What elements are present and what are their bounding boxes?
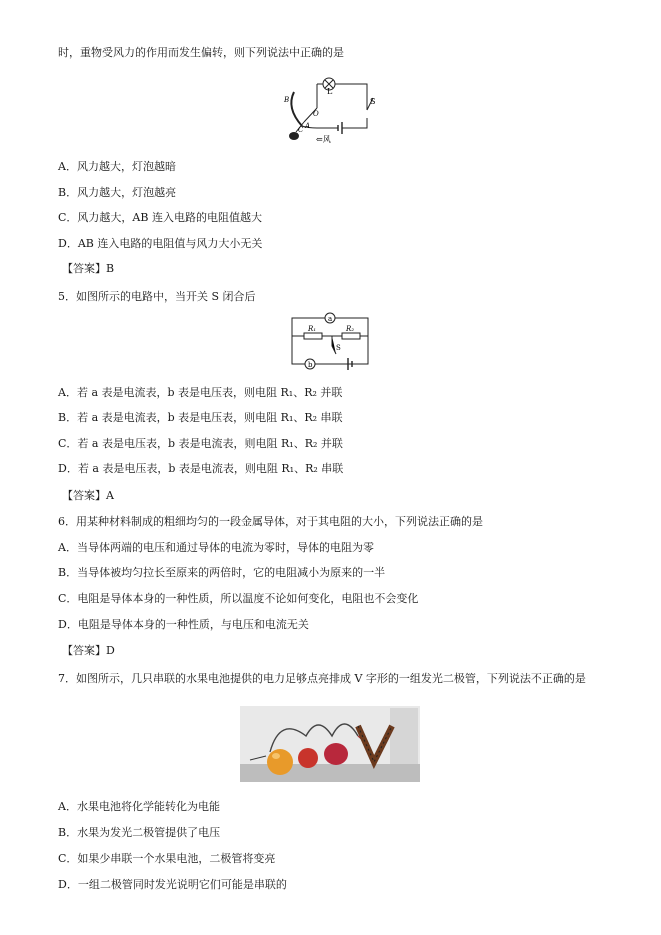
q4-option-d: D．AB 连入电路的电阻值与风力大小无关: [58, 237, 263, 250]
fig-label-B: B: [284, 96, 290, 104]
q5-stem: 5．如图所示的电路中，当开关 S 闭合后: [58, 290, 256, 303]
q4-option-a: A．风力越大，灯泡越暗: [58, 160, 176, 173]
fig-label-b: b: [308, 361, 313, 369]
fig-label-a: a: [328, 315, 333, 323]
q5-option-d: D．若 a 表是电压表，b 表是电流表，则电阻 R₁、R₂ 串联: [58, 462, 344, 475]
q4-option-b: B．风力越大，灯泡越亮: [58, 186, 177, 199]
q4-option-c: C．风力越大，AB 连入电路的电阻值越大: [58, 211, 262, 224]
q4-circuit-figure: [282, 70, 392, 148]
q6-stem: 6．用某种材料制成的粗细均匀的一段金属导体，对于其电阻的大小，下列说法正确的是: [58, 515, 483, 528]
fig-label-r1: R₁: [308, 325, 317, 333]
q5-option-b: B．若 a 表是电流表，b 表是电压表，则电阻 R₁、R₂ 串联: [58, 411, 343, 424]
q5-option-c: C．若 a 表是电压表，b 表是电流表，则电阻 R₁、R₂ 并联: [58, 437, 343, 450]
fig-label-A: A: [305, 122, 311, 130]
q6-option-b: B．当导体被均匀拉长至原来的两倍时，它的电阻减小为原来的一半: [58, 566, 386, 579]
q6-option-a: A．当导体两端的电压和通过导体的电流为零时，导体的电阻为零: [58, 541, 374, 554]
fig-label-L: L: [327, 87, 333, 96]
q7-fruit-battery-photo: [240, 706, 420, 782]
fig-label-O: O: [313, 110, 319, 118]
fig-label-wind: ⇐风: [316, 135, 331, 144]
q5-circuit-figure: [288, 306, 378, 376]
q7-option-a: A．水果电池将化学能转化为电能: [58, 800, 220, 813]
q5-answer: 【答案】A: [62, 489, 114, 502]
fig-label-r2: R₂: [346, 325, 355, 333]
fig-label-S: S: [370, 97, 376, 106]
q4-stem-tail: 时，重物受风力的作用而发生偏转，则下列说法中正确的是: [58, 46, 344, 59]
q5-option-a: A．若 a 表是电流表，b 表是电压表，则电阻 R₁、R₂ 并联: [58, 386, 343, 399]
q4-answer: 【答案】B: [62, 262, 115, 275]
q6-answer: 【答案】D: [62, 644, 115, 657]
q6-option-d: D．电阻是导体本身的一种性质，与电压和电流无关: [58, 618, 309, 631]
q6-option-c: C．电阻是导体本身的一种性质，所以温度不论如何变化，电阻也不会变化: [58, 592, 419, 605]
q7-option-b: B．水果为发光二极管提供了电压: [58, 826, 221, 839]
fig-label-C: C: [298, 126, 304, 134]
fig-label-s: S: [336, 344, 341, 352]
q7-option-c: C．如果少串联一个水果电池，二极管将变亮: [58, 852, 276, 865]
q7-option-d: D．一组二极管同时发光说明它们可能是串联的: [58, 878, 287, 891]
q7-stem: 7．如图所示，几只串联的水果电池提供的电力足够点亮排成 V 字形的一组发光二极管，下列说法不正确的是: [58, 672, 586, 685]
